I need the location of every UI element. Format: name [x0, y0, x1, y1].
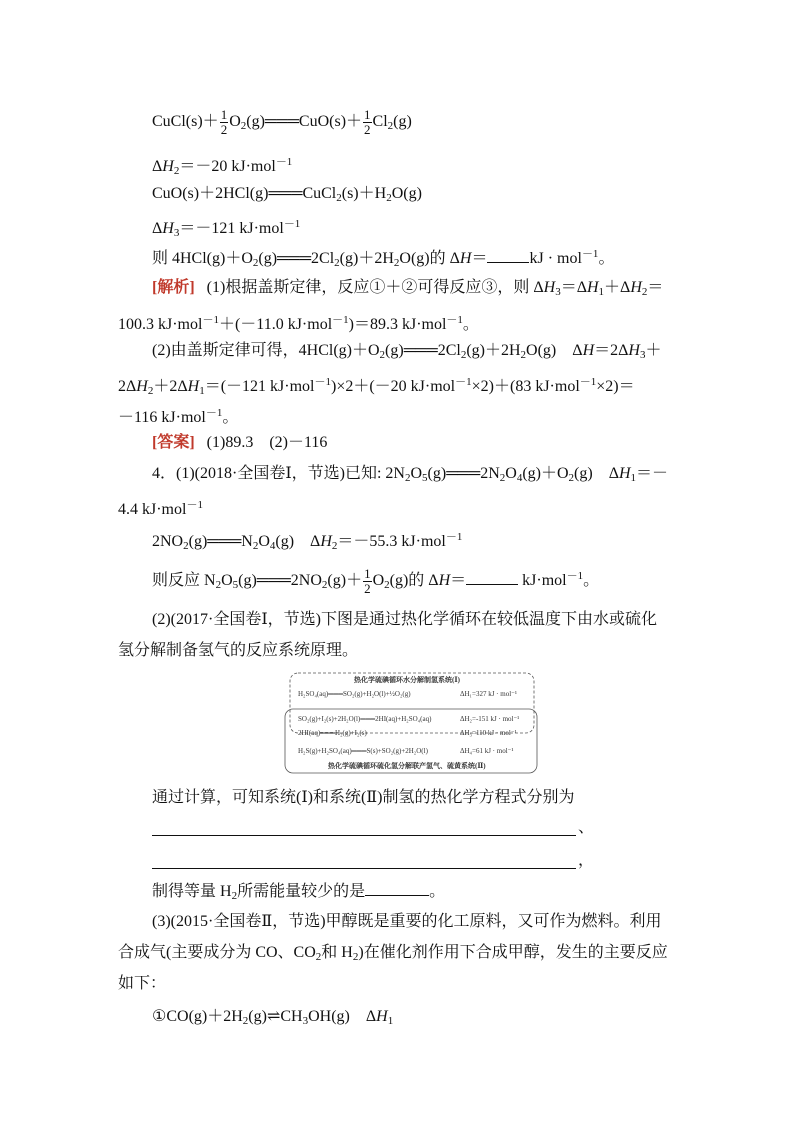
frac-den: 2	[364, 122, 371, 137]
text: －116 kJ·mol	[118, 409, 206, 426]
question-line	[118, 943, 668, 967]
frac-den: 2	[364, 580, 371, 596]
text: 制得等量 H	[152, 883, 232, 900]
text: ＝	[471, 250, 488, 267]
subscript: 4	[269, 540, 276, 552]
superscript: －1	[314, 376, 331, 388]
text: Δ	[152, 220, 163, 237]
question-line	[152, 1007, 393, 1031]
subscript: 2	[321, 579, 328, 591]
text: O	[410, 465, 423, 482]
question-line	[152, 881, 445, 906]
text: H	[187, 378, 200, 395]
text: ＝－121 kJ·mol	[179, 220, 284, 237]
text: kJ·mol	[522, 572, 567, 589]
subscript: 2	[231, 890, 238, 902]
subscript: 2	[334, 257, 340, 269]
text: ＋2Δ	[153, 378, 188, 395]
subscript: 2	[460, 349, 467, 361]
superscript: －1	[581, 248, 599, 260]
subscript: 2	[252, 540, 259, 552]
subscript: 2	[404, 472, 411, 484]
question-line: 如下：	[118, 975, 167, 992]
text: (g) Δ	[574, 465, 619, 482]
text: (g)═══2NO	[238, 572, 322, 589]
answer-line-blank-1[interactable]	[152, 834, 576, 836]
text: H	[438, 572, 451, 589]
text: ＝2Δ	[594, 342, 629, 359]
text: H	[628, 342, 640, 359]
subscript: 2	[331, 540, 338, 552]
subscript: 2	[386, 192, 392, 204]
subscript: 3	[639, 349, 646, 361]
answer-value: (1)89.3 (2)－116	[206, 434, 328, 451]
text: H	[543, 279, 556, 296]
subscript: 2	[173, 165, 180, 177]
question-line	[152, 464, 668, 488]
text: (g)═══2Cl	[385, 342, 461, 359]
text: ＝	[647, 279, 664, 296]
text: O(g)的 Δ	[399, 250, 460, 267]
reaction-system-diagram	[284, 671, 538, 775]
text: 。	[222, 409, 239, 426]
question-line	[152, 244, 614, 273]
text: H	[582, 342, 595, 359]
text: kJ · mol	[529, 250, 582, 267]
subscript: 2	[387, 120, 394, 133]
text: (g)＋2H	[466, 342, 521, 359]
subscript: 2	[183, 540, 189, 552]
fraction	[363, 108, 372, 137]
reaction-2-enthalpy: ΔH₂=-151 kJ · mol⁻¹	[460, 715, 520, 723]
superscript: －1	[202, 314, 219, 326]
superscript: －1	[205, 407, 223, 419]
reaction-1: H₂SO₄(aq)═══SO₂(g)+H₂O(l)+½O₂(g)	[298, 690, 411, 698]
enthalpy-line	[152, 152, 292, 181]
text: H	[586, 279, 599, 296]
text: O	[505, 465, 517, 482]
analysis-line	[118, 372, 635, 401]
subscript: 2	[384, 579, 390, 591]
superscript: －1	[446, 314, 463, 326]
subscript: 2	[520, 349, 527, 361]
text: (g)＋O	[522, 465, 569, 482]
answer-blank[interactable]	[487, 248, 529, 263]
text: 。	[462, 316, 479, 333]
text: OH(g) Δ	[308, 1008, 377, 1025]
subscript: 2	[147, 385, 154, 397]
equation-line	[152, 184, 422, 208]
text: (g)═══N	[188, 533, 253, 550]
text: O	[372, 572, 385, 589]
text: 和 H	[321, 944, 353, 961]
equation-line	[152, 108, 412, 137]
reaction-4-enthalpy: ΔH₄=61 kJ · mol⁻¹	[460, 747, 514, 755]
subscript: 2	[352, 951, 359, 963]
text: O(g) Δ	[526, 342, 583, 359]
fraction	[220, 108, 229, 137]
text: H	[162, 220, 174, 237]
text: 合成气(主要成分为 CO、CO	[118, 944, 316, 961]
subscript: 3	[555, 286, 561, 298]
frac-num: 1	[364, 565, 371, 581]
subscript: 2	[379, 349, 386, 361]
superscript: －1	[283, 218, 301, 230]
reaction-2: SO₂(g)+I₂(s)+2H₂O(l)═══2HI(aq)+H₂SO₄(aq)	[298, 715, 432, 723]
superscript: －1	[445, 531, 463, 543]
text: 。	[583, 572, 600, 589]
answer-line	[152, 433, 327, 453]
subscript: 5	[422, 472, 428, 484]
system-2-title: 热化学硫碘循环硫化氢分解联产氢气、硫黄系统(Ⅱ)	[328, 762, 486, 770]
text: H	[376, 1008, 388, 1025]
question-line	[118, 495, 203, 520]
superscript: －1	[566, 570, 584, 582]
subscript: 2	[315, 951, 322, 963]
analysis-line	[152, 341, 662, 365]
text: O(g)	[391, 185, 422, 202]
question-line	[152, 566, 599, 596]
reaction-4: H₂S(g)+H₂SO₄(aq)═══S(s)+SO₂(g)+2H₂O(l)	[298, 747, 428, 755]
analysis-line	[152, 278, 663, 302]
question-line: 氢分解制备氢气的反应系统原理。	[118, 642, 359, 659]
subscript: 2	[252, 257, 259, 269]
answer-blank[interactable]	[365, 881, 429, 896]
subscript: 3	[302, 1015, 309, 1027]
superscript: －1	[579, 376, 597, 388]
text: 4.4 kJ·mol	[118, 501, 187, 518]
text: O	[229, 113, 241, 131]
text: )在催化剂作用下合成甲醇，发生的主要反应	[358, 944, 668, 961]
superscript: －1	[186, 499, 203, 511]
frac-num: 1	[364, 107, 371, 122]
subscript: 5	[232, 579, 239, 591]
text: H	[459, 250, 472, 267]
text: (g)═══2N	[427, 465, 500, 482]
reaction-3: 2HI(aq)═══H₂(g)+I₂(s)	[298, 729, 367, 737]
text: ＝－	[636, 465, 669, 482]
text: ＝Δ	[560, 279, 587, 296]
subscript: 3	[173, 227, 180, 239]
frac-den: 2	[220, 122, 228, 137]
text: 4．(1)(2018·全国卷Ⅰ，节选)已知: 2N	[152, 465, 405, 482]
subscript: 4	[516, 472, 523, 484]
text: (g)⇌CH	[248, 1008, 303, 1025]
text: H	[320, 533, 332, 550]
question-line: 通过计算，可知系统(Ⅰ)和系统(Ⅱ)制氢的热化学方程式分别为	[152, 789, 575, 806]
question-line	[152, 527, 462, 556]
superscript: －1	[332, 314, 349, 326]
text: Cl	[372, 113, 388, 131]
separator-mark: 、	[578, 819, 595, 836]
text: (g)的 Δ	[389, 572, 439, 589]
text: (g)═══CuO(s)＋	[246, 113, 363, 131]
superscript: －1	[275, 156, 293, 168]
text: (g)	[393, 113, 412, 131]
text: ＋Δ	[604, 279, 631, 296]
superscript: －1	[455, 376, 472, 388]
text: )×2＋(－20 kJ·mol	[331, 378, 456, 395]
text: (g) Δ	[275, 533, 321, 550]
question-line: (2)(2017·全国卷Ⅰ，节选)下图是通过热化学循环在较低温度下由水或硫化	[152, 611, 657, 628]
subscript: 2	[242, 1015, 249, 1027]
text: ＝－55.3 kJ·mol	[337, 533, 446, 550]
text: ＝	[450, 572, 467, 589]
enthalpy-line	[152, 214, 300, 243]
answer-line-blank-2[interactable]	[152, 867, 576, 869]
text: (s)＋H	[341, 185, 387, 202]
subscript: 2	[393, 257, 400, 269]
separator-mark: ，	[578, 852, 595, 869]
answer-blank[interactable]	[466, 570, 518, 585]
analysis-line	[118, 310, 479, 335]
subscript: 1	[598, 286, 605, 298]
subscript: 2	[641, 286, 648, 298]
text: ＋(－11.0 kJ·mol	[218, 316, 333, 333]
text: H	[618, 465, 631, 482]
text: 所需能量较少的是	[237, 883, 366, 900]
subscript: 2	[336, 192, 342, 204]
analysis-line	[118, 403, 238, 428]
text: H	[136, 378, 148, 395]
text: ×2)＝	[596, 378, 635, 395]
text: H	[162, 158, 174, 175]
text: 。	[429, 883, 446, 900]
text: 则 4HCl(g)＋O	[152, 250, 253, 267]
text: (g)＋	[327, 572, 363, 589]
text: (1)根据盖斯定律，反应①＋②可得反应③，则 Δ	[206, 279, 544, 296]
text: O	[258, 533, 270, 550]
text: (g)═══2Cl	[258, 250, 335, 267]
reaction-3-enthalpy: ΔH₃=110 kJ · mol⁻¹	[460, 729, 517, 737]
subscript: 2	[499, 472, 506, 484]
text: ×2)＋(83 kJ·mol	[471, 378, 580, 395]
text: )＝89.3 kJ·mol	[348, 316, 447, 333]
text: 则反应 N	[152, 572, 216, 589]
question-line: (3)(2015·全国卷Ⅱ，节选)甲醇既是重要的化工原料，又可作为燃料。利用	[152, 913, 662, 930]
text: ＝(－121 kJ·mol	[204, 378, 315, 395]
text: ＋	[645, 342, 662, 359]
system-1-title: 热化学硫碘循环水分解制氢系统(Ⅰ)	[354, 676, 460, 684]
text: 。	[598, 250, 615, 267]
subscript: 1	[387, 1015, 394, 1027]
subscript: 1	[630, 472, 637, 484]
text: CuCl(s)＋	[152, 113, 219, 131]
text: 2Δ	[118, 378, 137, 395]
text: O	[221, 572, 233, 589]
text: ①CO(g)＋2H	[152, 1008, 243, 1025]
text: H	[630, 279, 642, 296]
text: 100.3 kJ·mol	[118, 316, 203, 333]
frac-num: 1	[220, 107, 228, 122]
text: (g)＋2H	[339, 250, 394, 267]
analysis-tag: [解析]	[152, 279, 195, 296]
text: CuO(s)＋2HCl(g)═══CuCl	[152, 185, 337, 202]
subscript: 1	[199, 385, 205, 397]
text: Δ	[152, 158, 163, 175]
text: 2NO	[152, 533, 184, 550]
reaction-1-enthalpy: ΔH₁=327 kJ · mol⁻¹	[460, 690, 517, 698]
answer-tag: [答案]	[152, 434, 195, 451]
text: ＝－20 kJ·mol	[179, 158, 276, 175]
text: (2)由盖斯定律可得，4HCl(g)＋O	[152, 342, 380, 359]
fraction	[363, 567, 372, 596]
subscript: 2	[240, 120, 247, 133]
subscript: 2	[568, 472, 575, 484]
subscript: 2	[215, 579, 222, 591]
